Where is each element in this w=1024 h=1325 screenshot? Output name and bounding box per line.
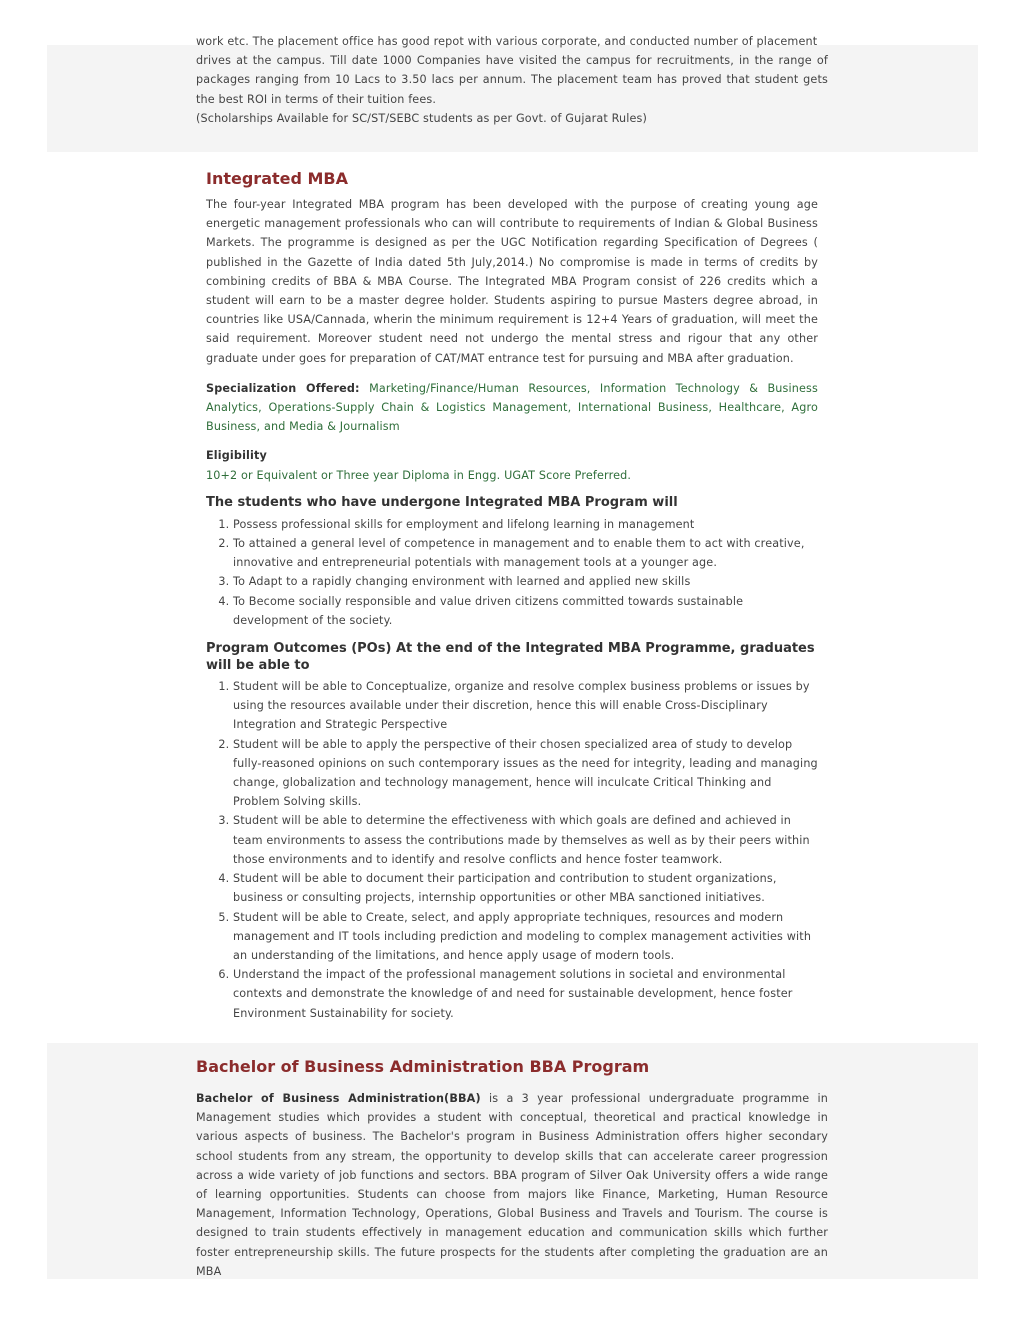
list-item: 6. Understand the impact of the professional management solutions in societal and environmental contexts and demonstrate the knowledge of and need for sustainable development, hence foster Environment Sustainability for society. xyxy=(233,965,818,1023)
program-outcomes-heading: Program Outcomes (POs) At the end of the Integrated MBA Programme, graduates will be able to xyxy=(206,641,815,674)
specialization-label: Specialization Offered: xyxy=(206,381,360,395)
scholarship-note: (Scholarships Available for SC/ST/SEBC students as per Govt. of Gujarat Rules) xyxy=(196,111,648,125)
bba-paragraph xyxy=(196,1089,828,1281)
placement-paragraph: drives at the campus. Till date 1000 Companies have visited the campus for recruitments, in the range of packages ranging from 10 Lacs to 3.50 lacs per annum. The placement team has proved that student gets the best ROI in terms of their tuition fees. xyxy=(196,54,828,106)
list-item: 2. Student will be able to apply the perspective of their chosen specialized area of study to develop fully-reasoned opinions on such contemporary issues as the need for integrity, leading and managing change, globalization and technology management, hence will inculcate Critical Thinking and Problem Solving skills. xyxy=(233,735,818,812)
bba-body: is a 3 year professional undergraduate programme in Management studies which provides a student with conceptual, theoretical and practical knowledge in various aspects of business. The Bachelor's program in Business Administration offers higher secondary school students from any stream, the opportunity to develop skills that can accelerate career progression across a wide variety of job functions and sectors. BBA program of Silver Oak University offers a wide range of learning opportunities. Students can choose from majors like Finance, Marketing, Human Resource Management, Information Technology, Operations, Global Business and Travels and Tourism. The course is designed to train students effectively in management education and communication skills which further foster entrepreneurship skills. The future prospects for the students after completing the graduation are an MBA xyxy=(196,1092,828,1278)
list-item: 5. Student will be able to Create, select, and apply appropriate techniques, resources and modern management and IT tools including prediction and modeling to complex management activities with an understanding of the limitations, and hence apply usage of modern tools. xyxy=(233,908,818,966)
eligibility-label: Eligibility xyxy=(206,449,267,463)
specialization-block xyxy=(206,379,818,437)
bba-lead: Bachelor of Business Administration(BBA) xyxy=(196,1092,481,1105)
bba-section xyxy=(47,1043,978,1279)
list-item: 3. To Adapt to a rapidly changing environment with learned and applied new skills xyxy=(233,572,818,591)
bba-content xyxy=(196,1055,828,1281)
integrated-mba-intro: The four-year Integrated MBA program has been developed with the purpose of creating young age energetic management professionals who can will contribute to requirements of Indian & Global Business Markets. The programme is designed as per the UGC Notification regarding Specification of Degrees ( published in the Gazette of India dated 5th July,2014.) No compromise is made in terms of credits by combining credits of BBA & MBA Course. The Integrated MBA Program consist of 226 credits which a student will earn to be a master degree holder. Students aspiring to pursue Masters degree abroad, in countries like USA/Cannada, wherin the minimum requirement is 12+4 Years of graduation, will meet the said requirement. Moreover student need not undergo the mental stress and rigour that any other graduate under goes for preparation of CAT/MAT entrance test for pursuing and MBA after graduation. xyxy=(206,198,818,365)
students-will-list xyxy=(206,515,818,630)
integrated-mba-section xyxy=(206,168,818,1023)
program-outcomes-list xyxy=(206,677,818,1023)
list-item: 2. To attained a general level of competence in management and to enable them to act with creative, innovative and entrepreneurial potentials with management tools at a younger age. xyxy=(233,534,818,572)
list-item: 1. Student will be able to Conceptualize, organize and resolve complex business problems or issues by using the resources available under their discretion, hence this will enable Cross-Disciplinary Integration and Strategic Perspective xyxy=(233,677,818,735)
list-item: 4. Student will be able to document their participation and contribution to student organizations, business or consulting projects, internship opportunities or other MBA sanctioned initiatives. xyxy=(233,869,818,907)
eligibility-value: 10+2 or Equivalent or Three year Diploma in Engg. UGAT Score Preferred. xyxy=(206,468,632,482)
list-item: 4. To Become socially responsible and value driven citizens committed towards sustainable development of the society. xyxy=(233,592,818,630)
list-item: 1. Possess professional skills for employment and lifelong learning in management xyxy=(233,515,818,534)
specialization-value: Marketing/Finance/Human Resources, Information Technology & Business Analytics, Operations-Supply Chain & Logistics Management, International Business, Healthcare, Agro Business, and Media & Journalism xyxy=(206,381,819,434)
students-will-heading: The students who have undergone Integrated MBA Program will xyxy=(206,494,678,510)
integrated-mba-title: Integrated MBA xyxy=(206,169,349,188)
list-item: 3. Student will be able to determine the effectiveness with which goals are defined and achieved in team environments to assess the contributions made by themselves as well as by their peers within those environments and to identify and resolve conflicts and hence foster teamwork. xyxy=(233,811,818,869)
placement-line-cut: work etc. The placement office has good repot with various corporate, and conducted number of placement xyxy=(196,35,818,48)
placement-text xyxy=(196,32,828,128)
bba-title: Bachelor of Business Administration BBA Program xyxy=(196,1057,650,1076)
placement-section xyxy=(47,35,978,152)
